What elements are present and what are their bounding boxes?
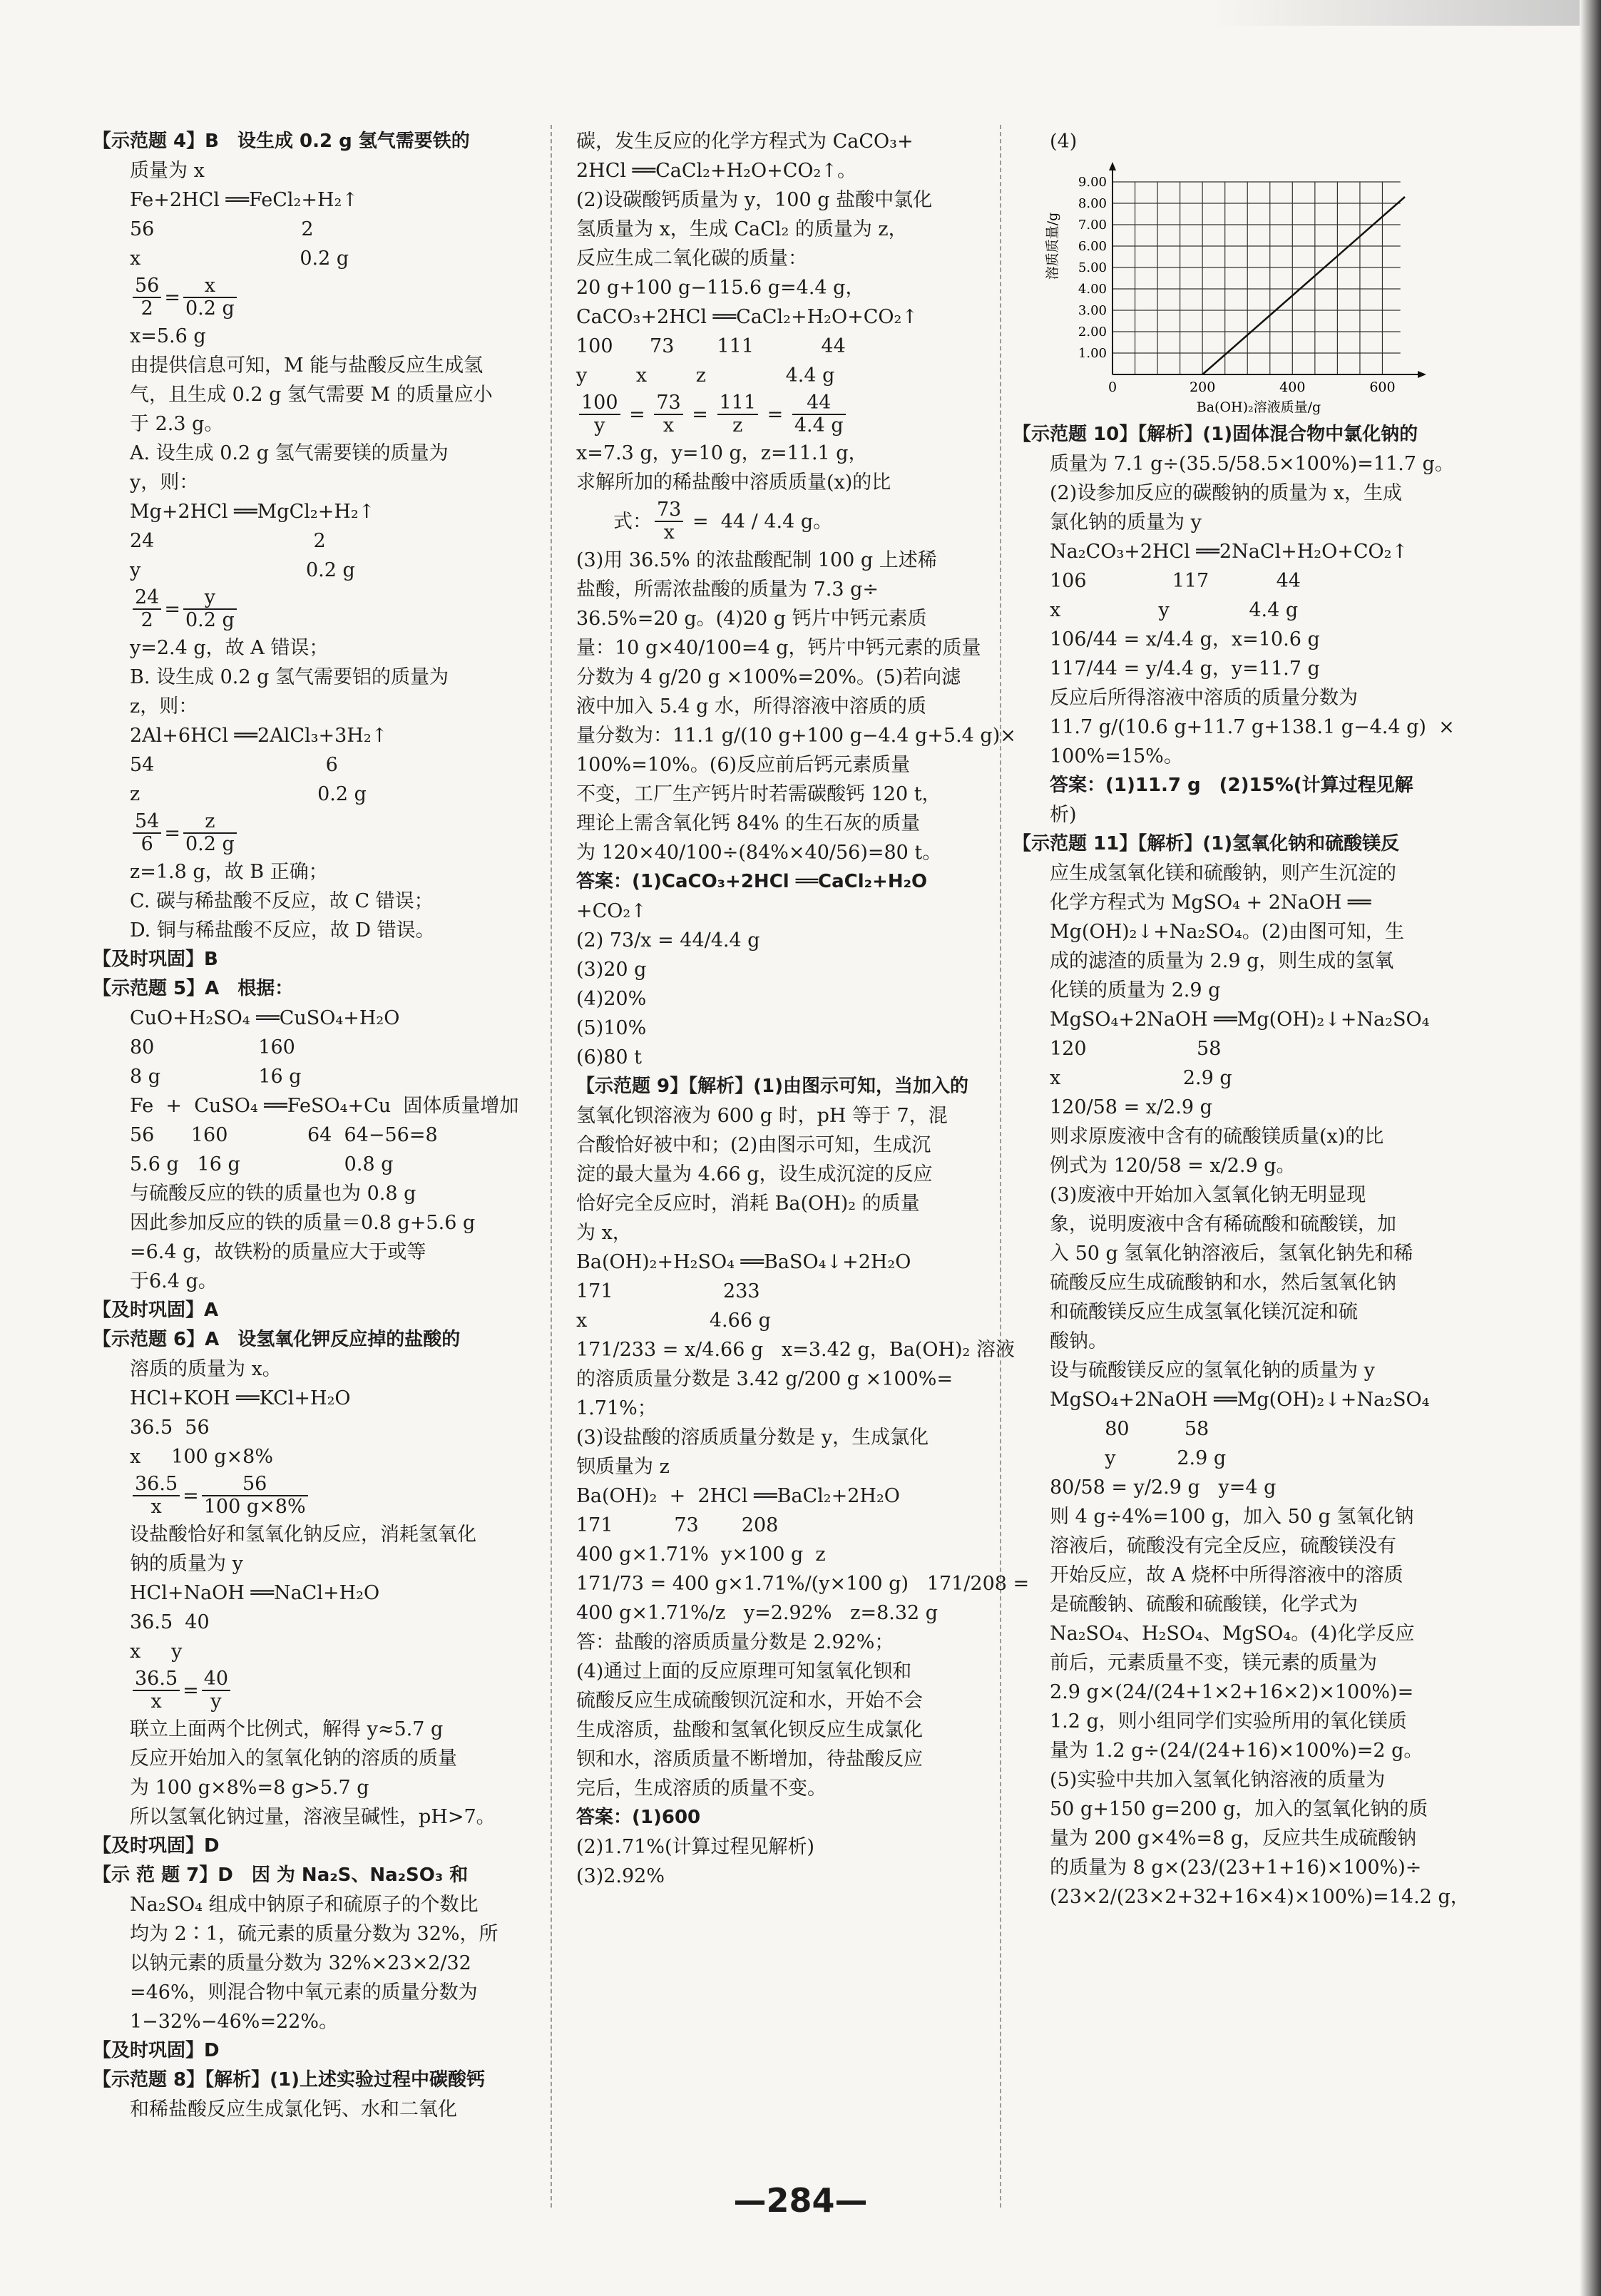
text-line: 氯化钠的质量为 y <box>1050 511 1202 534</box>
section-heading: 【示 范 题 7】D 因 为 Na₂S、Na₂SO₃ 和 <box>93 1864 469 1886</box>
text-line: 由提供信息可知，M 能与盐酸反应生成氢 <box>130 354 484 377</box>
x-axis-label: Ba(OH)₂溶液质量/g <box>1196 399 1321 415</box>
subquestion-4-label: (4) <box>1050 131 1078 153</box>
section-heading: 【示范题 10】【解析】(1)固体混合物中氯化钠的 <box>1013 424 1418 445</box>
text-line: (23×2/(23×2+32+16×4)×100%)=14.2 g， <box>1050 1886 1470 1908</box>
text-line: 36.5 40 <box>130 1611 210 1633</box>
section-heading: 答案：(1)600 <box>576 1807 701 1828</box>
text-line: 56 160 64 64−56=8 <box>130 1124 438 1146</box>
text-line: (3)设盐酸的溶质质量分数是 y，生成氯化 <box>576 1427 929 1449</box>
fraction: $\frac{73}{x}$ <box>654 392 682 437</box>
text-line: (4)20% <box>576 988 647 1010</box>
text-line: 所以氢氧化钠过量，溶液呈碱性，pH>7。 <box>130 1806 496 1828</box>
text-line: 36.5 56 <box>130 1417 210 1439</box>
fraction: $\frac{z}{0.2 g}$ <box>183 811 237 855</box>
text-line: y 2.9 g <box>1050 1447 1227 1469</box>
section-heading: 【及时巩固】B <box>93 949 218 970</box>
text-line: 171 73 208 <box>576 1514 779 1536</box>
text-line: 生成溶质，盐酸和氢氧化钡反应生成氯化 <box>576 1719 923 1741</box>
text-line: 2.9 g×(24/(24+1×2+16×2)×100%)= <box>1050 1681 1414 1703</box>
text-line: +CO₂↑ <box>576 900 647 922</box>
column-middle <box>576 127 1030 1891</box>
text-line: 化镁的质量为 2.9 g <box>1050 979 1221 1001</box>
text-line: 56 2 <box>130 218 314 240</box>
text-line: z，则： <box>130 695 198 718</box>
text-line: 分数为 4 g/20 g ×100%=20%。(5)若向滤 <box>576 666 961 688</box>
text-line: (3)2.92% <box>576 1865 665 1887</box>
solute-mass-chart <box>1027 160 1426 417</box>
text-line: 反应开始加入的氢氧化钠的溶质的质量 <box>130 1747 457 1770</box>
text-line: 氢氧化钡溶液为 600 g 时，pH 等于 7，混 <box>576 1105 948 1127</box>
fraction: $\frac{44}{4.4 g}$ <box>792 392 846 437</box>
text-line: 前后，元素质量不变，镁元素的质量为 <box>1050 1652 1377 1674</box>
text-line: 入 50 g 氢氧化钠溶液后，氢氧化钠先和稀 <box>1050 1243 1413 1265</box>
fraction: $\frac{24}{2}$ <box>133 587 161 631</box>
x-tick-label: 200 <box>1190 379 1216 395</box>
text-line: 54 6 <box>130 754 338 776</box>
text-line: MgSO₄+2NaOH ══Mg(OH)₂↓+Na₂SO₄ <box>1050 1009 1430 1031</box>
text-line: 量为 1.2 g÷(24/(24+16)×100%)=2 g。 <box>1050 1740 1423 1762</box>
text-line: 100%=10%。(6)反应前后钙元素质量 <box>576 754 911 776</box>
text-line: 100%=15%。 <box>1050 745 1183 767</box>
text-line: 理论上需含氧化钙 84% 的生石灰的质量 <box>576 812 921 835</box>
y-axis-label: 溶质质量/g <box>1045 212 1060 280</box>
text-line: 2HCl ══CaCl₂+H₂O+CO₂↑。 <box>576 160 856 182</box>
column-right <box>1013 127 1469 1912</box>
text-line: (3)废液中开始加入氢氧化钠无明显现 <box>1050 1184 1366 1206</box>
text-line: C. 碳与稀盐酸不反应，故 C 错误； <box>130 890 434 912</box>
text-line: B. 设生成 0.2 g 氢气需要铝的质量为 <box>130 666 449 688</box>
text-line: Na₂CO₃+2HCl ══2NaCl+H₂O+CO₂↑ <box>1050 541 1408 563</box>
fraction-equation: $\frac{54}{6}$ = $\frac{z}{0.2 g}$ <box>93 809 535 857</box>
text-line: 析) <box>1050 804 1077 826</box>
text-line: 恰好完全反应时，消耗 Ba(OH)₂ 的质量 <box>576 1193 920 1215</box>
text-line: z=1.8 g，故 B 正确； <box>130 861 328 883</box>
section-heading: 【示范题 4】B 设生成 0.2 g 氢气需要铁的 <box>93 131 470 152</box>
text-line: 11.7 g/(10.6 g+11.7 g+138.1 g−4.4 g) × <box>1050 716 1455 738</box>
text-line: y 0.2 g <box>130 559 355 581</box>
text-line: 均为 2∶1，硫元素的质量分数为 32%，所 <box>130 1923 498 1945</box>
text-line: x y <box>130 1641 183 1663</box>
text-line: 400 g×1.71% y×100 g z <box>576 1544 826 1566</box>
text-line: 106 117 44 <box>1050 570 1301 592</box>
x-tick-label: 400 <box>1279 379 1306 395</box>
text-line: 量分数为：11.1 g/(10 g+100 g−4.4 g+5.4 g)× <box>576 725 1016 747</box>
text-line: 淀的最大量为 4.66 g，设生成沉淀的反应 <box>576 1163 933 1185</box>
text-line: =46%，则混合物中氧元素的质量分数为 <box>130 1981 478 2004</box>
text-line: 于 2.3 g。 <box>130 413 224 435</box>
text-line: 171/233 = x/4.66 g x=3.42 g，Ba(OH)₂ 溶液 <box>576 1339 1015 1361</box>
section-heading: 【及时巩固】D <box>93 2040 220 2061</box>
text-line: 106/44 = x/4.4 g，x=10.6 g <box>1050 628 1320 650</box>
y-axis-arrow <box>1109 162 1116 170</box>
text-line: 溶质的质量为 x。 <box>130 1358 282 1380</box>
text-line: 例式为 120/58 = x/2.9 g。 <box>1050 1155 1296 1177</box>
section-heading: 【示范题 6】A 设氢氧化钾反应掉的盐酸的 <box>93 1329 461 1350</box>
text-line: Mg(OH)₂↓+Na₂SO₄。(2)由图可知，生 <box>1050 921 1404 943</box>
text-line: 硫酸反应生成硫酸钡沉淀和水，开始不会 <box>576 1690 923 1712</box>
text-line: (6)80 t <box>576 1046 643 1068</box>
text-line: 1−32%−46%=22%。 <box>130 2011 339 2033</box>
text-line: 硫酸反应生成硫酸钠和水，然后氢氧化钠 <box>1050 1272 1396 1294</box>
section-heading: 【示范题 5】A 根据： <box>93 978 294 999</box>
text-line: x 2.9 g <box>1050 1067 1232 1089</box>
text-line: 24 2 <box>130 530 326 552</box>
text-line: 钡和水，溶质质量不断增加，待盐酸反应 <box>576 1748 923 1770</box>
text-line: 液中加入 5.4 g 水，所得溶液中溶质的质 <box>576 695 926 718</box>
text-line: 气，且生成 0.2 g 氢气需要 M 的质量应小 <box>130 384 493 406</box>
text-line: 求解所加的稀盐酸中溶质质量(x)的比 <box>576 471 891 494</box>
text-line: (5)10% <box>576 1017 647 1039</box>
text-line: 171 233 <box>576 1280 760 1302</box>
text-line: x y 4.4 g <box>1050 599 1299 621</box>
text-line: 量：10 g×40/100=4 g，钙片中钙元素的质量 <box>576 637 981 659</box>
text-line: (2)设碳酸钙质量为 y，100 g 盐酸中氯化 <box>576 189 933 211</box>
text-line: 酸钠。 <box>1050 1330 1108 1352</box>
text-line: 5.6 g 16 g 0.8 g <box>130 1153 394 1175</box>
text-line: Fe + CuSO₄ ══FeSO₄+Cu 固体质量增加 <box>130 1095 519 1117</box>
column-divider-2 <box>1000 125 1001 2208</box>
text-line: 为 100 g×8%=8 g>5.7 g <box>130 1777 369 1799</box>
text-line: 质量为 7.1 g÷(35.5/58.5×100%)=11.7 g。 <box>1050 453 1454 475</box>
text-line: 溶液后，硫酸没有完全反应，硫酸镁没有 <box>1050 1535 1396 1557</box>
text-line: HCl+NaOH ══NaCl+H₂O <box>130 1582 380 1604</box>
y-tick-label: 9.00 <box>1078 175 1107 190</box>
column-left <box>93 127 535 2124</box>
text-line: 80 160 <box>130 1036 295 1058</box>
y-tick-label: 7.00 <box>1078 218 1107 233</box>
text-line: 因此参加反应的铁的质量＝0.8 g+5.6 g <box>130 1212 476 1234</box>
y-tick-label: 3.00 <box>1078 303 1107 318</box>
text-line: Na₂SO₄、H₂SO₄、MgSO₄。(4)化学反应 <box>1050 1623 1415 1645</box>
fraction: $\frac{36.5}{x}$ <box>133 1668 180 1713</box>
text-line: (3)20 g <box>576 959 647 981</box>
fraction-equation: $\frac{36.5}{x}$ = $\frac{40}{y}$ <box>93 1666 535 1715</box>
y-tick-label: 8.00 <box>1078 196 1107 211</box>
text-line: Ba(OH)₂+H₂SO₄ ══BaSO₄↓+2H₂O <box>576 1251 911 1273</box>
text-line: 则求原废液中含有的硫酸镁质量(x)的比 <box>1050 1126 1384 1148</box>
text-line: 和硫酸镁反应生成氢氧化镁沉淀和硫 <box>1050 1301 1358 1323</box>
text-line: A. 设生成 0.2 g 氢气需要镁的质量为 <box>130 442 449 464</box>
text-line: 171/73 = 400 g×1.71%/(y×100 g) 171/208 = <box>576 1573 1030 1595</box>
text-line: 联立上面两个比例式，解得 y≈5.7 g <box>130 1718 444 1740</box>
text-line: 不变，工厂生产钙片时若需碳酸钙 120 t， <box>576 783 941 805</box>
fraction: $\frac{56}{100 g\times 8\%}$ <box>202 1474 308 1518</box>
fraction-equation: $\frac{56}{2}$ = $\frac{x}{0.2 g}$ <box>93 273 535 322</box>
text-line: 反应后所得溶液中溶质的质量分数为 <box>1050 687 1358 709</box>
text-line: x=5.6 g <box>130 325 206 347</box>
page-top-shadow <box>1212 0 1601 26</box>
text-line: 完后，生成溶质的质量不变。 <box>576 1777 827 1800</box>
text-line: 2Al+6HCl ══2AlCl₃+3H₂↑ <box>130 725 388 747</box>
text-line: 的质量为 8 g×(23/(23+1+16)×100%)÷ <box>1050 1857 1422 1879</box>
text-line: x 0.2 g <box>130 248 349 270</box>
text-line: 8 g 16 g <box>130 1066 302 1088</box>
y-tick-label: 4.00 <box>1078 282 1107 297</box>
text-line: 50 g+150 g=200 g，加入的氢氧化钠的质 <box>1050 1798 1428 1820</box>
y-tick-label: 5.00 <box>1078 260 1107 275</box>
fraction: $\frac{54}{6}$ <box>133 811 161 855</box>
text-line: 反应生成二氧化碳的质量： <box>576 248 807 270</box>
text-line: Fe+2HCl ══FeCl₂+H₂↑ <box>130 189 358 211</box>
y-tick-label: 1.00 <box>1078 346 1107 361</box>
fraction: $\frac{x}{0.2 g}$ <box>183 275 237 320</box>
section-heading: 【及时巩固】A <box>93 1300 219 1321</box>
text-line: x 100 g×8% <box>130 1446 273 1468</box>
text-line: y x z 4.4 g <box>576 364 835 387</box>
fraction: $\frac{111}{z}$ <box>717 392 759 437</box>
text-line: 则 4 g÷4%=100 g，加入 50 g 氢氧化钠 <box>1050 1506 1414 1528</box>
text-line: CuO+H₂SO₄ ══CuSO₄+H₂O <box>130 1007 400 1029</box>
text-line: 80/58 = y/2.9 g y=4 g <box>1050 1476 1277 1499</box>
text-line: 钡质量为 z <box>576 1456 670 1478</box>
text-line: 的溶质质量分数是 3.42 g/200 g ×100%= <box>576 1368 953 1390</box>
text-line: z 0.2 g <box>130 783 367 805</box>
text-line: 设盐酸恰好和氢氧化钠反应，消耗氢氧化 <box>130 1524 476 1546</box>
text-line: 于6.4 g。 <box>130 1270 218 1292</box>
text-line: 设与硫酸镁反应的氢氧化钠的质量为 y <box>1050 1359 1375 1382</box>
page-number: —284— <box>733 2181 868 2220</box>
text-line: CaCO₃+2HCl ══CaCl₂+H₂O+CO₂↑ <box>576 306 918 328</box>
text-line: 120 58 <box>1050 1038 1222 1060</box>
section-heading: 【及时巩固】D <box>93 1835 220 1857</box>
text-line: y，则： <box>130 471 199 494</box>
text-line: 氢质量为 x，生成 CaCl₂ 的质量为 z， <box>576 218 908 240</box>
x-tick-label: 0 <box>1108 379 1117 395</box>
text-line: 量为 200 g×4%=8 g，反应共生成硫酸钠 <box>1050 1827 1417 1849</box>
section-heading: 【示范题 8】【解析】(1)上述实验过程中碳酸钙 <box>93 2069 485 2091</box>
fraction-equation: $\frac{100}{y}$ = $\frac{73}{x}$ = $\frac{111}{z}$ = $\frac{44}{4.4 g}$ <box>576 390 997 439</box>
text-line: MgSO₄+2NaOH ══Mg(OH)₂↓+Na₂SO₄ <box>1050 1389 1430 1411</box>
text-line: (2) 73/x = 44/4.4 g <box>576 929 760 951</box>
text-line: x 4.66 g <box>576 1310 771 1332</box>
text-line: 400 g×1.71%/z y=2.92% z=8.32 g <box>576 1602 938 1624</box>
text-line: 1.71%； <box>576 1397 657 1419</box>
data-line <box>1202 197 1405 374</box>
text-line: 36.5%=20 g。(4)20 g 钙片中钙元素质 <box>576 608 927 630</box>
column-right-text <box>1013 420 1469 1912</box>
fraction: $\frac{100}{y}$ <box>579 392 620 437</box>
text-line: 成的滤渣的质量为 2.9 g，则生成的氢氧 <box>1050 950 1394 972</box>
text-line: y=2.4 g，故 A 错误； <box>130 637 329 659</box>
text-line: (5)实验中共加入氢氧化钠溶液的质量为 <box>1050 1769 1386 1791</box>
text-line: 120/58 = x/2.9 g <box>1050 1096 1212 1118</box>
text-line: Na₂SO₄ 组成中钠原子和硫原子的个数比 <box>130 1894 479 1916</box>
text-line: 1.2 g，则小组同学们实验所用的氧化镁质 <box>1050 1710 1407 1733</box>
text-line: Ba(OH)₂ + 2HCl ══BaCl₂+2H₂O <box>576 1485 900 1507</box>
section-heading: 【示范题 9】【解析】(1)由图示可知，当加入的 <box>576 1076 968 1097</box>
text-line: 是硫酸钠、硫酸和硫酸镁，化学式为 <box>1050 1593 1358 1616</box>
fraction-equation: $\frac{24}{2}$ = $\frac{y}{0.2 g}$ <box>93 585 535 633</box>
fraction: $\frac{73}{x}$ <box>655 499 683 544</box>
section-heading: 答案：(1)11.7 g (2)15%(计算过程见解 <box>1050 775 1413 796</box>
text-line: Mg+2HCl ══MgCl₂+H₂↑ <box>130 501 375 523</box>
text-line: (2)设参加反应的碳酸钠的质量为 x，生成 <box>1050 482 1403 504</box>
fraction-equation: $\frac{36.5}{x}$ = $\frac{56}{100 g\times 8\%}$ <box>93 1471 535 1520</box>
column-divider-1 <box>551 125 552 2208</box>
text-line: (2)1.71%(计算过程见解析) <box>576 1836 815 1858</box>
fraction: $\frac{36.5}{x}$ <box>133 1474 180 1518</box>
x-tick-label: 600 <box>1369 379 1396 395</box>
y-tick-label: 2.00 <box>1078 325 1107 340</box>
text-line: 合酸恰好被中和；(2)由图示可知，生成沉 <box>576 1134 931 1156</box>
text-line: 质量为 x <box>130 160 205 182</box>
text-line: 碳，发生反应的化学方程式为 CaCO₃+ <box>576 131 914 153</box>
y-tick-label: 6.00 <box>1078 239 1107 254</box>
text-line: 与硫酸反应的铁的质量也为 0.8 g <box>130 1183 416 1205</box>
text-line: 和稀盐酸反应生成氯化钙、水和二氧化 <box>130 2098 457 2121</box>
text-line: 117/44 = y/4.4 g，y=11.7 g <box>1050 658 1320 680</box>
text-line: 钠的质量为 y <box>130 1553 243 1575</box>
text-line: 80 58 <box>1050 1418 1209 1440</box>
section-heading: 【示范题 11】【解析】(1)氢氧化钠和硫酸镁反 <box>1013 833 1400 854</box>
x-axis-arrow <box>1418 371 1426 378</box>
text-line: 为 x， <box>576 1222 632 1244</box>
fraction: $\frac{40}{y}$ <box>202 1668 230 1713</box>
text-line: (3)用 36.5% 的浓盐酸配制 100 g 上述稀 <box>576 549 937 571</box>
text-line: 答：盐酸的溶质质量分数是 2.92%； <box>576 1631 894 1653</box>
text-line: 100 73 111 44 <box>576 335 846 357</box>
section-heading: 答案：(1)CaCO₃+2HCl ══CaCl₂+H₂O <box>576 871 928 892</box>
text-line: 以钠元素的质量分数为 32%×23×2/32 <box>130 1952 471 1974</box>
text-line: 化学方程式为 MgSO₄ + 2NaOH ══ <box>1050 892 1371 914</box>
text-line: =6.4 g，故铁粉的质量应大于或等 <box>130 1241 426 1263</box>
text-line: 象，说明废液中含有稀硫酸和硫酸镁，加 <box>1050 1213 1396 1235</box>
page-binding-edge <box>1580 0 1601 2296</box>
text-line: D. 铜与稀盐酸不反应，故 D 错误。 <box>130 919 435 942</box>
text-line: 盐酸，所需浓盐酸的质量为 7.3 g÷ <box>576 578 879 601</box>
text-line: (4)通过上面的反应原理可知氢氧化钡和 <box>576 1660 912 1683</box>
text-line: HCl+KOH ══KCl+H₂O <box>130 1387 351 1409</box>
text-line: x=7.3 g，y=10 g，z=11.1 g， <box>576 442 868 464</box>
text-line: 应生成氢氧化镁和硫酸钠，则产生沉淀的 <box>1050 862 1396 884</box>
text-line: 为 120×40/100÷(84%×40/56)=80 t。 <box>576 842 942 864</box>
text-line: 开始反应，故 A 烧杯中所得溶液中的溶质 <box>1050 1564 1403 1586</box>
fraction: $\frac{y}{0.2 g}$ <box>183 587 237 631</box>
text-line: 20 g+100 g−115.6 g=4.4 g， <box>576 277 865 299</box>
fraction: $\frac{56}{2}$ <box>133 275 161 320</box>
fraction-equation: 式： $\frac{73}{x}$ = 44 / 4.4 g。 <box>613 499 833 544</box>
